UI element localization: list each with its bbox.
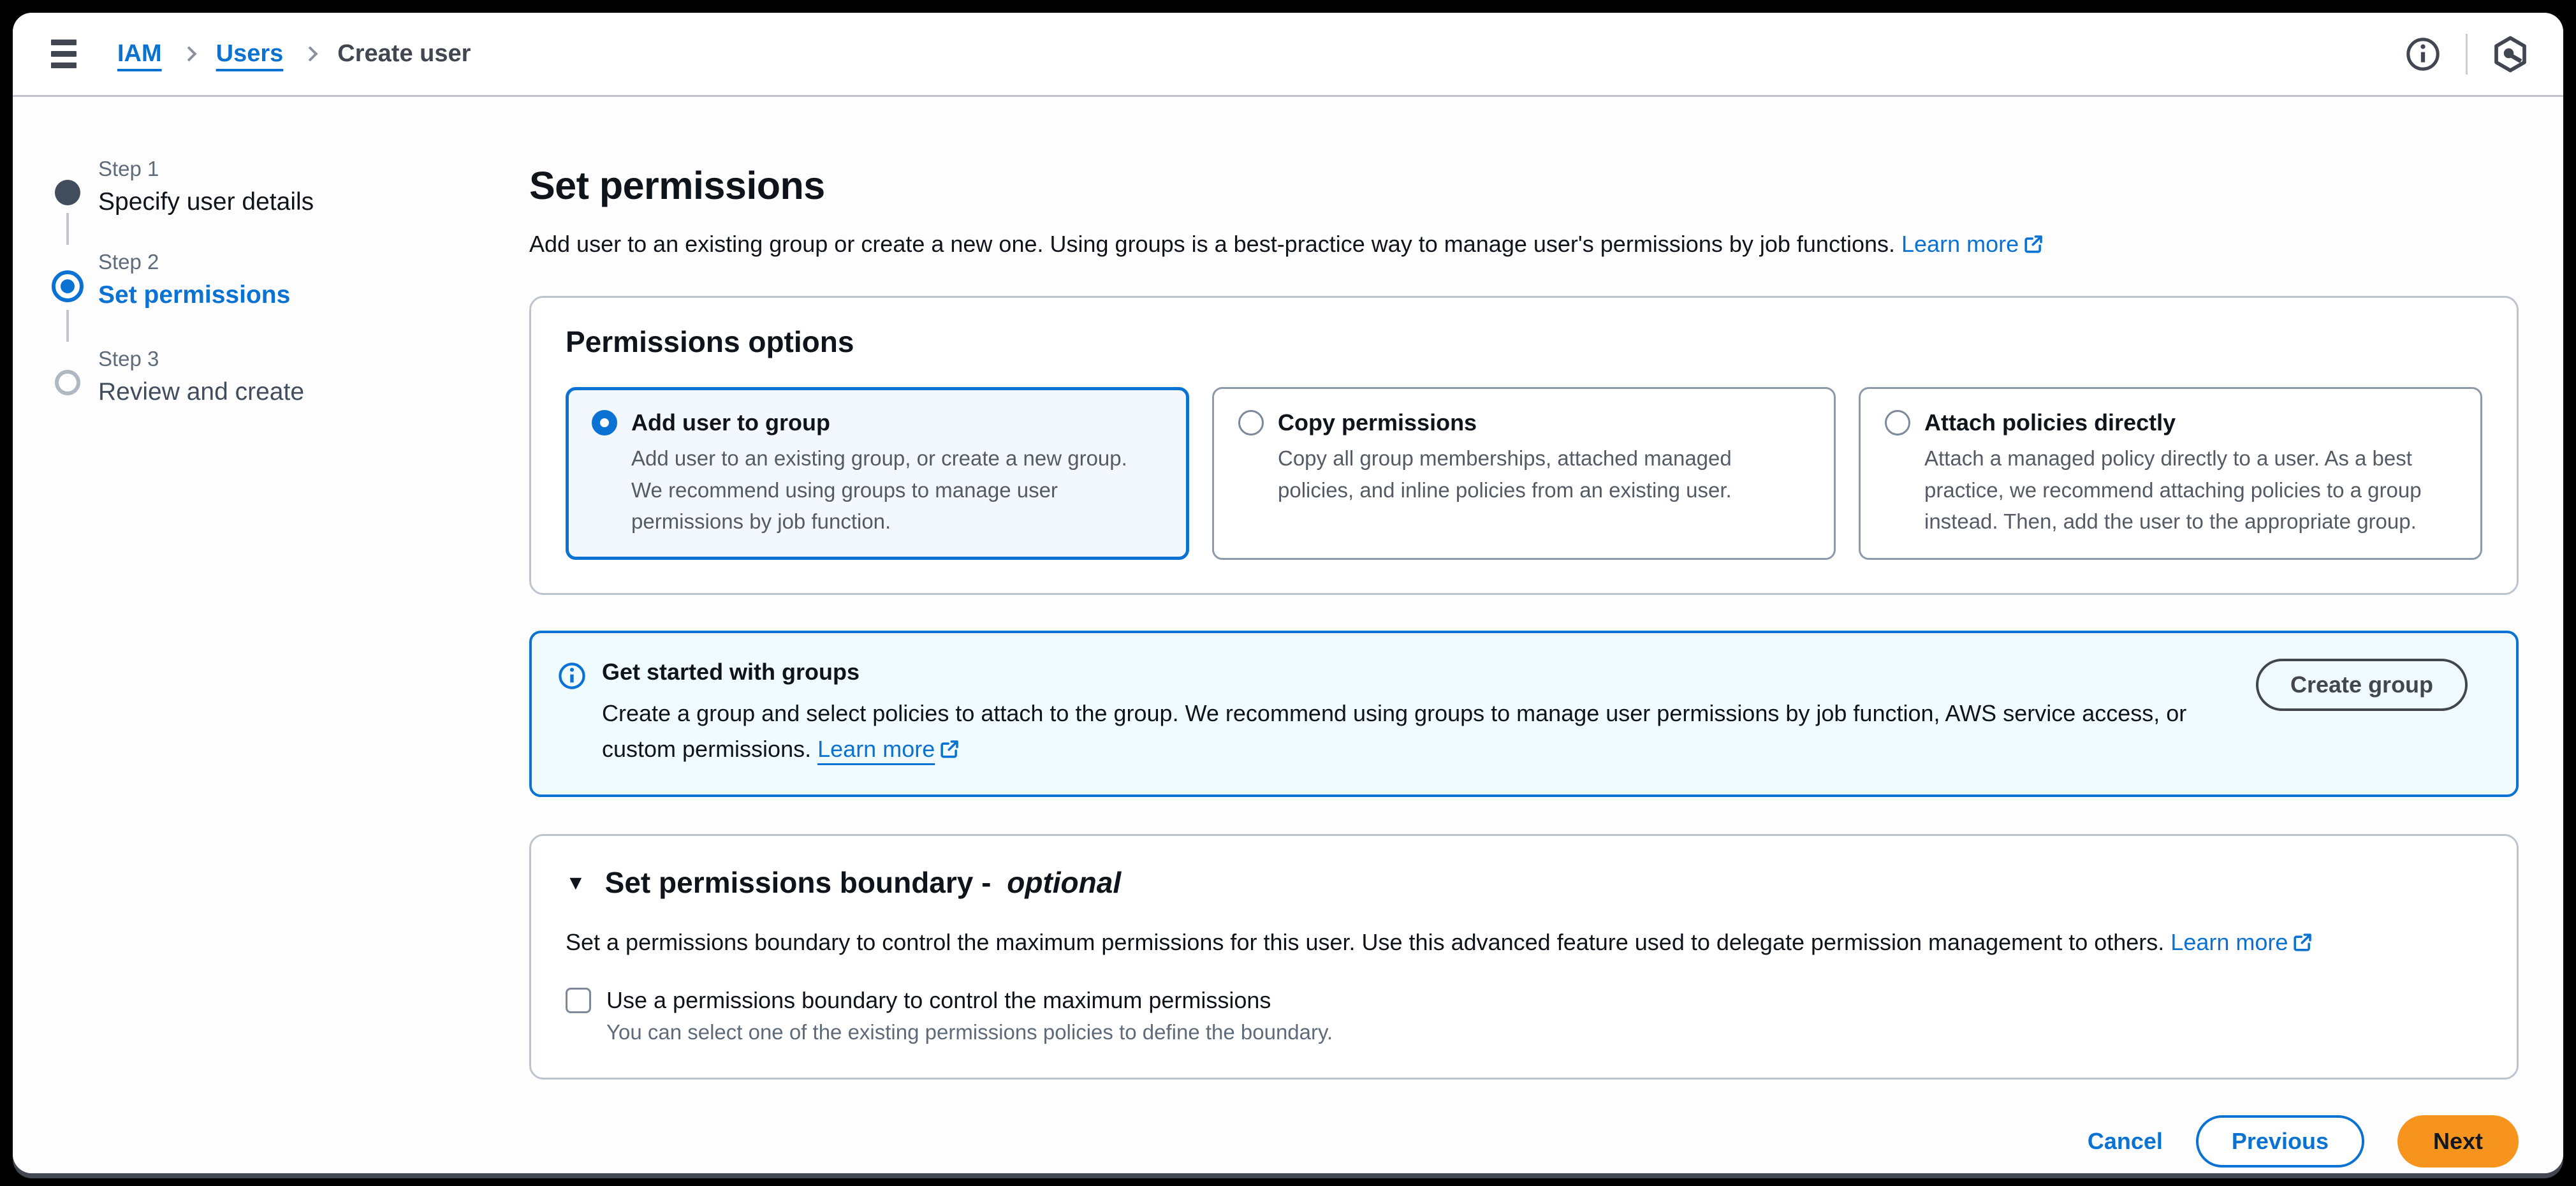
radio-unchecked-icon[interactable] — [1238, 410, 1264, 436]
learn-more-label[interactable]: Learn more — [817, 735, 935, 762]
step-item-3[interactable] — [54, 342, 529, 406]
page-title: Set permissions — [529, 164, 825, 207]
radio-checked-icon[interactable] — [592, 410, 617, 436]
option-title: Attach policies directly — [1924, 409, 2176, 436]
external-link-icon — [940, 740, 959, 759]
menu-icon[interactable] — [50, 36, 78, 72]
external-link-icon — [2024, 235, 2043, 254]
step-3-eyebrow: Step 3 — [98, 347, 159, 370]
alert-description-text: Create a group and select policies to attach to the group. We recommend using groups to manage user permissions by job function, AWS service access, or custom permissions. — [602, 699, 2187, 762]
permissions-boundary-panel — [529, 834, 2519, 1079]
chevron-right-icon — [181, 46, 196, 61]
caret-down-icon: ▼ — [566, 871, 586, 895]
page-description — [529, 228, 2519, 260]
boundary-checkbox-row[interactable] — [566, 987, 2482, 1014]
step-1-label[interactable]: Specify user details — [98, 188, 314, 216]
boundary-expander-header[interactable] — [566, 865, 2482, 900]
step-current-dot-icon — [52, 270, 84, 302]
alert-description — [602, 696, 2241, 767]
learn-more-link[interactable] — [2170, 929, 2312, 955]
learn-more-link[interactable] — [817, 736, 959, 762]
permissions-options-row — [566, 387, 2482, 560]
step-upcoming-dot-icon — [55, 370, 80, 395]
boundary-heading: Set permissions boundary - — [604, 866, 992, 900]
option-card-attach-policies-directly[interactable] — [1859, 387, 2482, 560]
cancel-button[interactable]: Cancel — [2087, 1127, 2163, 1154]
option-card-add-user-to-group[interactable] — [566, 387, 1189, 560]
option-description: Attach a managed policy directly to a user. As a best practice, we recommend attaching policies to a group instead. Then, add the user to the appropriate group. — [1924, 446, 2422, 534]
breadcrumb-current-page: Create user — [337, 40, 471, 67]
topbar-actions — [2403, 34, 2530, 75]
step-connector-line — [66, 213, 69, 245]
page-description-text: Add user to an existing group or create a new one. Using groups is a best-practice way to manage user's permissions by job functions. — [529, 231, 1895, 257]
step-connector-line — [66, 310, 69, 342]
breadcrumb-link-users[interactable]: Users — [216, 40, 284, 67]
option-title: Add user to group — [631, 409, 830, 436]
step-1-indicator — [54, 152, 82, 245]
step-2-label[interactable]: Set permissions — [98, 281, 291, 309]
info-icon[interactable] — [2403, 34, 2443, 74]
permissions-options-panel — [529, 296, 2519, 595]
learn-more-label[interactable]: Learn more — [1901, 231, 2019, 257]
option-title: Copy permissions — [1278, 409, 1477, 436]
learn-more-link[interactable] — [1901, 231, 2043, 257]
permissions-options-heading: Permissions options — [566, 325, 854, 359]
learn-more-label[interactable]: Learn more — [2170, 929, 2288, 956]
step-2-eyebrow: Step 2 — [98, 250, 159, 274]
radio-unchecked-icon[interactable] — [1885, 410, 1910, 436]
checkbox-unchecked-icon[interactable] — [566, 988, 591, 1013]
app-window — [13, 13, 2563, 1173]
alert-title: Get started with groups — [602, 658, 860, 685]
create-group-button[interactable]: Create group — [2256, 659, 2468, 711]
next-button[interactable]: Next — [2397, 1115, 2519, 1168]
option-card-copy-permissions[interactable] — [1212, 387, 1836, 560]
option-description: Copy all group memberships, attached managed policies, and inline policies from an existing user. — [1278, 446, 1732, 502]
main-column — [529, 148, 2519, 1173]
external-link-icon — [2293, 933, 2312, 952]
groups-info-alert — [529, 631, 2519, 798]
boundary-checkbox-label[interactable]: Use a permissions boundary to control the maximum permissions — [606, 986, 1271, 1013]
amazon-q-icon[interactable] — [2491, 34, 2530, 74]
option-description: Add user to an existing group, or create a new group. We recommend using groups to manage user permissions by job function. — [631, 446, 1127, 534]
boundary-description — [566, 926, 2482, 958]
step-1-eyebrow: Step 1 — [98, 157, 159, 180]
wizard-steps-nav — [54, 148, 529, 1173]
step-3-label[interactable]: Review and create — [98, 378, 305, 406]
wizard-actions — [529, 1115, 2519, 1168]
step-completed-dot-icon — [55, 180, 80, 205]
chevron-right-icon — [303, 46, 318, 61]
alert-body — [602, 659, 2241, 767]
boundary-heading-optional: optional — [1007, 866, 1122, 900]
step-2-indicator — [54, 245, 82, 342]
boundary-checkbox-help: You can select one of the existing permissions policies to define the boundary. — [606, 1020, 1333, 1044]
breadcrumb — [117, 40, 471, 68]
boundary-description-text: Set a permissions boundary to control the maximum permissions for this user. Use this advanced feature used to delegate permission management to others. — [566, 929, 2165, 956]
previous-button[interactable]: Previous — [2196, 1115, 2364, 1168]
step-item-2[interactable] — [54, 245, 529, 342]
info-circle-icon — [557, 661, 587, 691]
breadcrumb-link-iam[interactable]: IAM — [117, 40, 162, 67]
topbar-divider — [2466, 34, 2468, 75]
step-3-indicator — [54, 342, 82, 406]
top-navigation-bar — [13, 13, 2563, 97]
step-item-1[interactable] — [54, 152, 529, 245]
page-content — [13, 97, 2563, 1173]
